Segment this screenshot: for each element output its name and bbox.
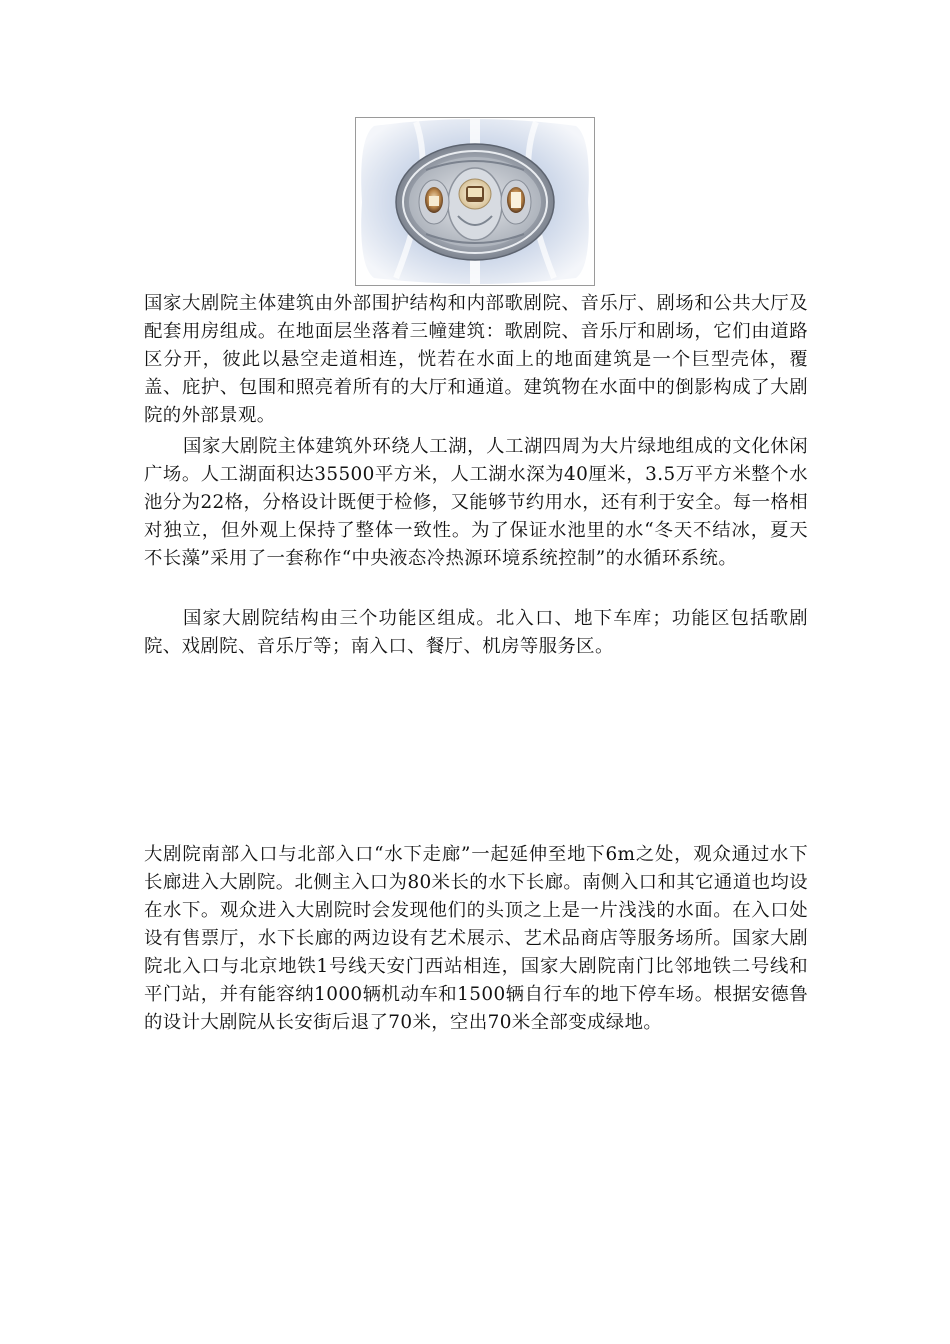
theatre-illustration <box>356 118 594 285</box>
paragraph-artificial-lake: 国家大剧院主体建筑外环绕人工湖，人工湖四周为大片绿地组成的文化休闲广场。人工湖面积达35500平方米，人工湖水深为40厘米，3.5万平方米整个水池分为22格，分格设计既便于检修，又能够节约用水，还有利于安全。每一格相对独立，但外观上保持了整体一致性。为了保证水池里的水“冬天不结冰，夏天不长藻”采用了一套称作“中央液态冷热源环境系统控制”的水循环系统。 <box>144 436 808 569</box>
paragraph-functional-zones: 国家大剧院结构由三个功能区组成。北入口、地下车库；功能区包括歌剧院、戏剧院、音乐厅等；南入口、餐厅、机房等服务区。 <box>144 608 808 657</box>
paragraph-underwater-corridor: 大剧院南部入口与北部入口“水下走廊”一起延伸至地下6m之处，观众通过水下长廊进入大剧院。北侧主入口为80米长的水下长廊。南侧入口和其它通道也均设在水下。观众进入大剧院时会发现他们的头顶之上是一片浅浅的水面。在入口处设有售票厅，水下长廊的两边设有艺术展示、艺术品商店等服务场所。国家大剧院北入口与北京地铁1号线天安门西站相连，国家大剧院南门比邻地铁二号线和平门站，并有能容纳1000辆机动车和1500辆自行车的地下停车场。根据安德鲁的设计大剧院从长安街后退了70米，空出70米全部变成绿地。 <box>144 844 808 1033</box>
theatre-aerial-image <box>355 117 595 286</box>
paragraph-building-composition: 国家大剧院主体建筑由外部围护结构和内部歌剧院、音乐厅、剧场和公共大厅及配套用房组成。在地面层坐落着三幢建筑：歌剧院、音乐厅和剧场，它们由道路区分开，彼此以悬空走道相连，恍若在水面上的地面建筑是一个巨型壳体，覆盖、庇护、包围和照亮着所有的大厅和通道。建筑物在水面中的倒影构成了大剧院的外部景观。 <box>144 293 808 426</box>
